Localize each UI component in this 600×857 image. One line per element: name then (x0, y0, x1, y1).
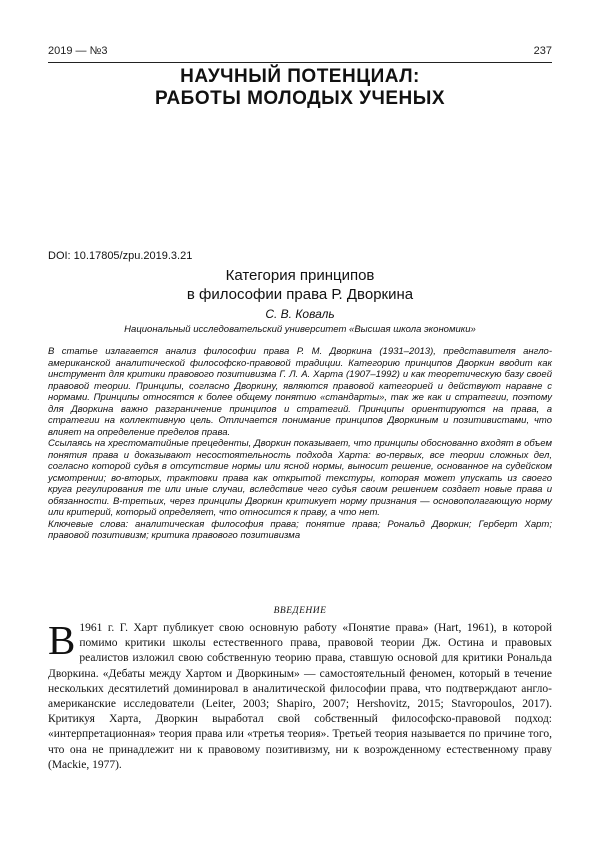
author-affiliation: Национальный исследовательский университет «Высшая школа экономики» (124, 324, 476, 335)
article-title-line-1: Категория принципов (225, 267, 375, 284)
abstract (48, 346, 552, 542)
abstract-paragraph-2: Ссылаясь на хрестоматийные прецеденты, Дворкин показывает, что принципы обоснованно входят в объем понятия права и доказывают несостоятельность подхода Харта: во-первых, все теории сложных дел, согласно которой судья в отсутствие нормы или ясной нормы, выносит решение, основанное на судейском усмотрении; во-вторых, трактовки права как открытой текстуры, которая может упускать из своего круга регулирования те или иные случаи, вследствие чего судья своим решением создает новые права и обязанности. В-третьих, через принципы Дворкин критикует норму признания — основополагающую норму или критерий, который определяет, что относится к праву, а что нет. (48, 438, 552, 518)
doi: DOI: 10.17805/zpu.2019.3.21 (48, 250, 193, 262)
running-header (48, 45, 552, 57)
article-title (48, 266, 552, 304)
article-title-line-2: в философии права Р. Дворкина (186, 286, 414, 303)
introduction-text: 1961 г. Г. Харт публикует свою основную работу «Понятие права» (Hart, 1961), в которой помимо критики школы естественного права, правовой теории Дж. Остина и правовых реалистов изложил свою собственную теорию права, ставшую основой для критики Рональда Дворкина. «Дебаты между Хартом и Дворкиным» — самостоятельный феномен, который в течение нескольких десятилетий доминировал в аналитической философии права, что подтверждают англо-американские исследователи (Leiter, 2003; Shapiro, 2007; Hershovitz, 2015; Stavropoulos, 2017). Критикуя Харта, Дворкин выработал свой собственный философско-правовой подход: «интерпретационная» теория права или «третья теория». Третьей теория называется по причине того, что она не принадлежит ни к правовому позитивизму, ни к возрожденному естественному праву (Mackie, 1977). (48, 622, 552, 771)
abstract-paragraph-1: В статье излагается анализ философии права Р. М. Дворкина (1931–2013), представителя англо-американской аналитической философско-правовой традиции. Категорию принципов Дворкин вводит как инструмент для критики правового позитивизма Г. Л. А. Харта (1907–1992) и как теоретическую базу своей правовой теории. Принципы, согласно Дворкину, являются правовой категорией и действуют наравне с нормами. Принципы относятся к более общему понятию «стандарты», так же как и стратегии, поэтому для Дворкина важно разграничение принципов и стратегий. Принципы ориентируются на права, а стратегии на коллективную цель. Отличается понимание принципов Дворкиным и позитивистами, что влияет на определение пределов права. (48, 346, 552, 438)
introduction-heading: ВВЕДЕНИЕ (273, 606, 327, 616)
author-name: С. В. Коваль (265, 307, 335, 321)
drop-cap: В (48, 617, 76, 663)
page-number: 237 (533, 45, 552, 57)
header-divider (48, 62, 552, 63)
section-title-line-1: НАУЧНЫЙ ПОТЕНЦИАЛ: (180, 66, 420, 87)
section-title-line-2: РАБОТЫ МОЛОДЫХ УЧЕНЫХ (154, 88, 446, 109)
keywords: Ключевые слова: аналитическая философия права; понятие права; Рональд Дворкин; Герберт Харт; правовой позитивизм; критика правового позитивизма (48, 518, 552, 541)
journal-issue: 2019 — №3 (48, 45, 108, 57)
introduction-body (48, 617, 552, 773)
section-title (48, 66, 552, 110)
